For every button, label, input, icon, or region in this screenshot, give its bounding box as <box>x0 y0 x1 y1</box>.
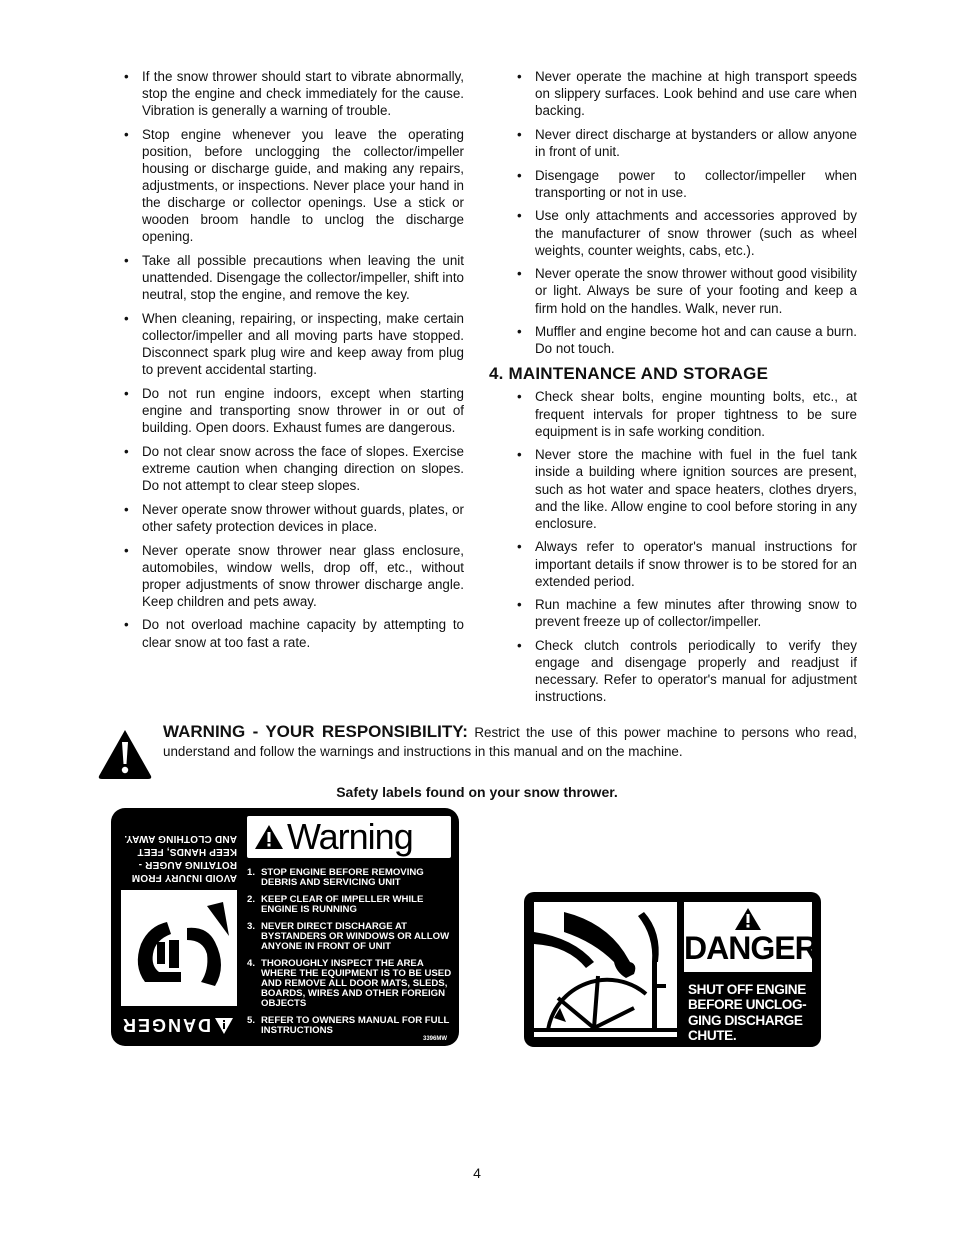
maintenance-bullet-list <box>517 388 857 705</box>
hand-in-chute-pictogram <box>534 902 677 1037</box>
warning-triangle-icon <box>215 1018 233 1034</box>
list-item: • Do not run engine indoors, except when starting engine and transporting snow thrower in or out of building. Open doors. Exhaust fumes are dangerous. <box>124 385 464 436</box>
list-item: • Never direct discharge at bystanders or allow anyone in front of unit. <box>517 126 857 160</box>
warning-heading: WARNING - YOUR RESPONSIBILITY: <box>163 722 468 741</box>
item-number: 5. <box>247 1015 256 1026</box>
item-number: 1. <box>247 867 256 878</box>
danger-word-rotated <box>121 1014 237 1036</box>
warning-body: Restrict the use of this power machine to persons who read, understand and follow the warnings and instructions in this manual and on the machine. <box>163 725 857 759</box>
item-text: NEVER DIRECT DISCHARGE AT BYSTANDERS OR WINDOWS OR ALLOW ANYONE IN FRONT OF UNIT <box>261 920 450 952</box>
list-item <box>247 1016 457 1036</box>
label-code: 3396MW <box>422 1036 447 1042</box>
auger-pictogram <box>121 890 237 1006</box>
left-column <box>124 68 464 657</box>
list-item: • Never operate the machine at high transport speeds on slippery surfaces. Look behind and use care when backing. <box>517 68 857 119</box>
right-column <box>489 68 857 712</box>
warning-word: Warning <box>287 816 413 857</box>
warning-instructions-list <box>247 868 457 1043</box>
list-item: • Never operate the snow thrower without good visibility or light. Always be sure of your footing and keep a firm hold on the handles. Walk, never run. <box>517 265 857 316</box>
danger-label-right <box>684 902 817 1044</box>
warning-block <box>97 722 857 761</box>
auger-hand-icon <box>121 890 237 1006</box>
danger-instruction-text: SHUT OFF ENGINE BEFORE UNCLOG-GING DISCHARGE CHUTE. <box>688 982 807 1044</box>
avoid-injury-text: AVOID INJURY FROM ROTATING AUGER - KEEP HANDS, FEET AND CLOTHING AWAY. <box>124 833 237 883</box>
hand-chute-icon <box>534 902 677 1037</box>
warning-triangle-icon <box>735 908 761 930</box>
list-item: • Never operate snow thrower without guards, plates, or other safety protection devices in place. <box>124 501 464 535</box>
list-item: • When cleaning, repairing, or inspecting, make certain collector/impeller and all moving parts have stopped. Disconnect spark plug wire and keep away from plug to prevent accidental starting. <box>124 310 464 378</box>
item-text: THOROUGHLY INSPECT THE AREA WHERE THE EQUIPMENT IS TO BE USED AND REMOVE ALL DOOR MATS, SLEDS, BOARDS, WIRES AND OTHER FOREIGN OBJECTS <box>261 957 452 1010</box>
list-item: • If the snow thrower should start to vibrate abnormally, stop the engine and check immediately for the cause. Vibration is generally a warning of trouble. <box>124 68 464 119</box>
section-heading: 4. MAINTENANCE AND STORAGE <box>489 364 769 384</box>
list-item: • Never store the machine with fuel in the fuel tank inside a building where ignition sources are present, such as hot water and space heaters, clothes dryers, and the like. Allow engine to cool before storing in any enclosure. <box>517 446 857 531</box>
warning-triangle-icon <box>97 728 153 780</box>
item-text: STOP ENGINE BEFORE REMOVING DEBRIS AND SERVICING UNIT <box>261 867 424 889</box>
item-number: 3. <box>247 920 256 932</box>
list-item <box>247 868 457 888</box>
labels-caption: Safety labels found on your snow thrower. <box>336 784 618 800</box>
danger-safety-label <box>524 892 821 1047</box>
danger-word: DANGER <box>684 930 817 966</box>
list-item: • Check clutch controls periodically to verify they engage and disengage properly and readjust if necessary. Refer to operator's manual for adjustment instructions. <box>517 637 857 705</box>
list-item <box>247 922 457 953</box>
list-item: • Do not overload machine capacity by attempting to clear snow at too fast a rate. <box>124 616 464 650</box>
item-text: KEEP CLEAR OF IMPELLER WHILE ENGINE IS RUNNING <box>261 893 424 915</box>
warning-triangle-icon <box>255 825 283 849</box>
item-number: 2. <box>247 893 256 905</box>
list-item <box>247 895 457 915</box>
list-item: • Never operate snow thrower near glass enclosure, automobiles, window wells, drop off, etc., without proper adjustments of snow thrower discharge angle. Keep children and pets away. <box>124 542 464 610</box>
label-left-panel <box>121 818 237 1036</box>
left-bullet-list <box>124 68 464 651</box>
list-item: • Check shear bolts, engine mounting bolts, etc., at frequent intervals for proper tightness to be sure equipment is in safe working condition. <box>517 388 857 439</box>
right-bullet-list <box>517 68 857 357</box>
list-item: • Disengage power to collector/impeller when transporting or not in use. <box>517 167 857 201</box>
list-item: • Do not clear snow across the face of slopes. Exercise extreme caution when changing direction on slopes. Do not attempt to clear steep slopes. <box>124 443 464 494</box>
list-item: • Use only attachments and accessories approved by the manufacturer of snow thrower (such as wheel weights, counter weights, cabs, etc.). <box>517 207 857 258</box>
warning-header-box <box>247 816 451 858</box>
rotated-panel <box>121 818 237 1036</box>
list-item: • Run machine a few minutes after throwing snow to prevent freeze up of collector/impeller. <box>517 596 857 630</box>
list-item: • Always refer to operator's manual instructions for important details if snow thrower is to be stored for an extended period. <box>517 538 857 589</box>
list-item <box>247 959 457 1010</box>
list-item: • Muffler and engine become hot and can cause a burn. Do not touch. <box>517 323 857 357</box>
warning-safety-label <box>111 808 459 1046</box>
danger-header-box <box>684 902 817 972</box>
item-number: 4. <box>247 957 256 969</box>
warning-text <box>163 722 857 761</box>
danger-word: DANGER <box>120 1015 211 1035</box>
page-number: 4 <box>473 1165 481 1181</box>
list-item: • Stop engine whenever you leave the operating position, before unclogging the collector/impeller housing or discharge guide, and making any repairs, adjustments, or inspections. Never place your hand in the discharge or collector openings. Use a stick or wooden broom handle to unclog the discharge opening. <box>124 126 464 246</box>
item-text: REFER TO OWNERS MANUAL FOR FULL INSTRUCTIONS <box>261 1015 450 1037</box>
list-item: • Take all possible precautions when leaving the unit unattended. Disengage the collector/impeller, shift into neutral, stop the engine, and remove the key. <box>124 252 464 303</box>
